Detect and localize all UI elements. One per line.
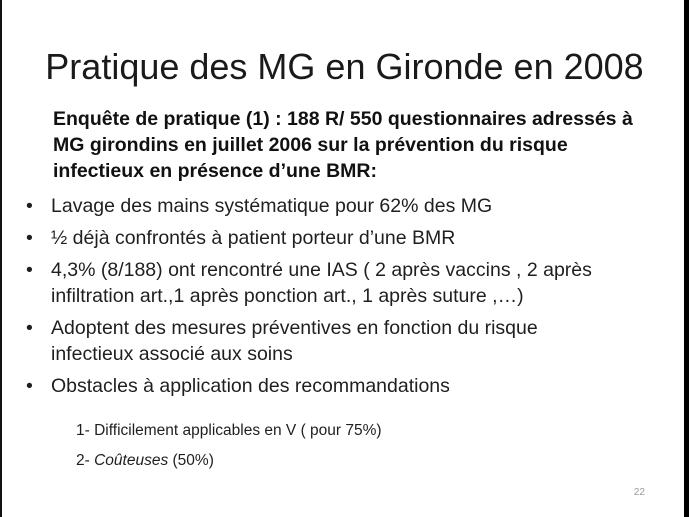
- bullet-list: [24, 193, 664, 405]
- bullet-dot-icon: •: [26, 317, 33, 339]
- bullet-text: ½ déjà confrontés à patient porteur d’une BMR: [51, 227, 456, 249]
- slide-title: Pratique des MG en Gironde en 2008: [45, 46, 644, 87]
- bullet-text-continued: infiltration art.,1 après ponction art., 1 après suture ,…): [51, 285, 524, 307]
- bullet-item: [24, 315, 664, 367]
- sub-item-prefix: 2-: [76, 452, 95, 469]
- bullet-dot-icon: •: [26, 227, 33, 249]
- page-number: 22: [633, 487, 645, 498]
- bullet-item: [24, 225, 664, 251]
- intro-line: MG girondins en juillet 2006 sur la prévention du risque: [53, 134, 568, 156]
- bullet-item: [24, 373, 664, 399]
- intro-line: Enquête de pratique (1) : 188 R/ 550 questionnaires adressés à: [53, 108, 633, 130]
- sub-item-prefix: 1-: [76, 422, 95, 439]
- bullet-text: Obstacles à application des recommandations: [51, 375, 450, 397]
- intro-line: infectieux en présence d’une BMR:: [53, 160, 377, 182]
- bullet-dot-icon: •: [26, 195, 33, 217]
- bullet-text: 4,3% (8/188) ont rencontré une IAS ( 2 après vaccins , 2 après: [51, 259, 592, 281]
- bullet-item: [24, 257, 664, 309]
- bullet-dot-icon: •: [26, 375, 33, 397]
- bullet-text: Adoptent des mesures préventives en fonction du risque: [51, 317, 538, 339]
- sub-item-text-italic: Coûteuses: [94, 452, 169, 469]
- intro-paragraph: [53, 106, 663, 184]
- bullet-text: Lavage des mains systématique pour 62% des MG: [51, 195, 493, 217]
- sub-item: [76, 420, 382, 442]
- sub-item-text: Difficilement applicables en V ( pour 75%): [94, 422, 382, 439]
- sub-item: [76, 450, 214, 472]
- sub-item-text: (50%): [168, 452, 214, 469]
- bullet-item: [24, 193, 664, 219]
- bullet-text-continued: infectieux associé aux soins: [51, 343, 293, 365]
- bullet-dot-icon: •: [26, 259, 33, 281]
